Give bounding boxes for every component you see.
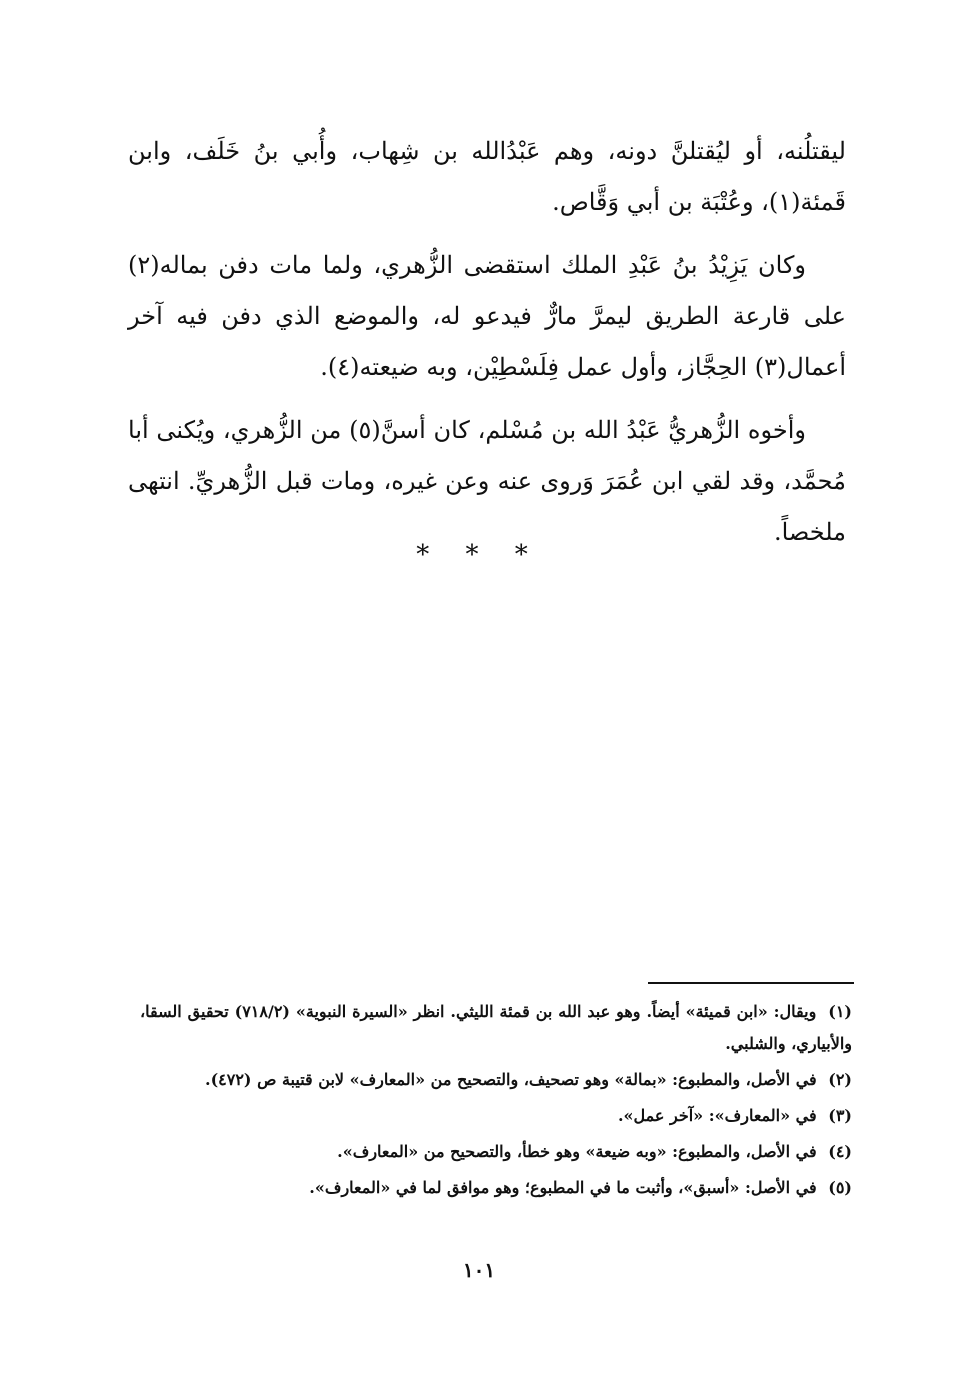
paragraph-2: وكان يَزِيْدُ بنُ عَبْدِ الملك استقضى الزُّهري، ولما مات دفن بماله(٢) على قارعة الطريق ليمرَّ مارٌّ فيدعو له، والموضع الذي دفن فيه آخر أعمال(٣) الحِجَّاز، وأول عمل فِلَسْطِيْن، وبه ضيعته(٤). [128, 251, 846, 381]
footnote-number: (٥) [828, 1178, 852, 1197]
paragraph-3: وأخوه الزُّهريُّ عَبْدُ الله بن مُسْلم، كان أسنَّ(٥) من الزُّهري، ويُكنى أبا مُحمَّد، وقد لقي ابن عُمَرَ وَروى عنه وعن غيره، ومات قبل الزُّهريِّ. انتهى ملخصاً. [128, 416, 846, 546]
footnote-number: (٣) [828, 1106, 852, 1125]
footnote-number: (٤) [828, 1142, 852, 1161]
footnote-text: في «المعارف»: «آخر عمل». [617, 1106, 817, 1125]
footnote-divider [648, 982, 854, 984]
paragraph-1: ليقتلُنه، أو ليُقتلنَّ دونه، وهم عَبْدُالله بن شِهاب، وأُبي بنُ خَلَف، وابن قَمئة(١)، وعُتْبَة بن أبي وَقَّاص. [128, 137, 846, 216]
page-number: ١٠١ [462, 1258, 496, 1282]
footnote-text: في الأصل: «أسبق»، وأثبت ما في المطبوع؛ وهو موافق لما في «المعارف». [309, 1178, 817, 1197]
footnote-4 [140, 1136, 852, 1168]
footnote-text: في الأصل، والمطبوع: «وبه ضيعة» وهو خطأ، والتصحيح من «المعارف». [337, 1142, 817, 1161]
footnotes [140, 996, 852, 1208]
footnote-number: (٢) [828, 1070, 852, 1089]
section-separator: * * * [416, 540, 542, 570]
footnote-2 [140, 1064, 852, 1096]
footnote-number: (١) [828, 1002, 852, 1021]
footnote-3 [140, 1100, 852, 1132]
footnote-text: ويقال: «ابن قميئة» أيضاً. وهو عبد الله بن قمئة الليثي. انظر «السيرة النبوية» (٧١٨/٢) تحقيق السقا، والأبياري، والشلبي. [140, 1002, 852, 1053]
footnote-1 [140, 996, 852, 1060]
footnote-5 [140, 1172, 852, 1204]
main-text [128, 126, 846, 570]
footnote-text: في الأصل، والمطبوع: «بمالة» وهو تصحيف، والتصحيح من «المعارف» لابن قتيبة ص (٤٧٢). [205, 1070, 817, 1089]
